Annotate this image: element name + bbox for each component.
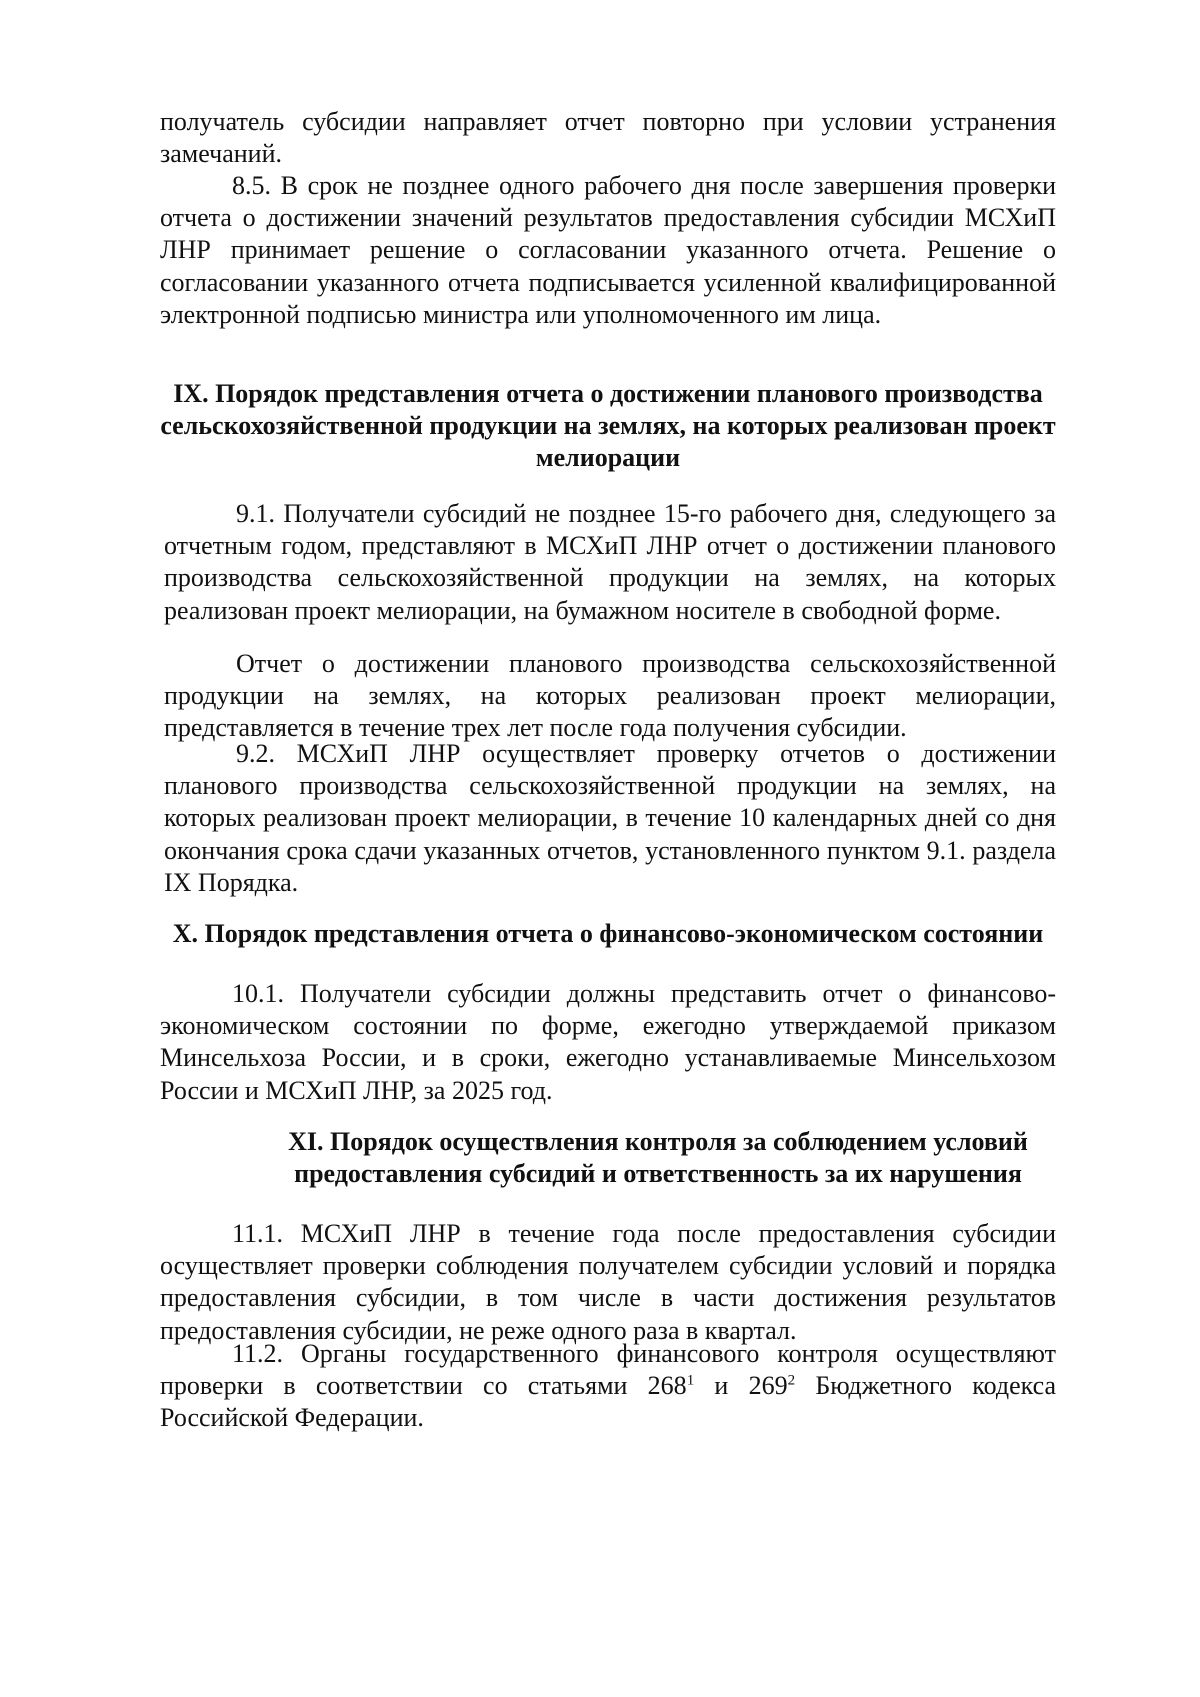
paragraph-9-2: 9.2. МСХиП ЛНР осуществляет проверку отчетов о достижении планового производства сельскохозяйственной продукции на землях, на которых реализован проект мелиорации, в течение 10 календарных дней со дня окончания срока сдачи указанных отчетов, установленного пунктом 9.1. раздела IX Порядка. xyxy=(164,739,1056,897)
footnote-superscript-2: 2 xyxy=(787,1372,796,1389)
paragraph-10-1: 10.1. Получатели субсидии должны представить отчет о финансово-экономическом состоянии по форме, ежегодно утверждаемой приказом Минсельхоза России, и в сроки, ежегодно устанавливаемые Минсельхозом России и МСХиП ЛНР, за 2025 год. xyxy=(160,979,1056,1105)
paragraph-11-2 xyxy=(160,1338,1056,1435)
section-xi-heading: XI. Порядок осуществления контроля за соблюдением условий предоставления субсидий и ответственность за их нарушения xyxy=(288,1127,1028,1189)
paragraph-9-1: 9.1. Получатели субсидий не позднее 15-го рабочего дня, следующего за отчетным годом, представляют в МСХиП ЛНР отчет о достижении планового производства сельскохозяйственной продукции на землях, на которых реализован проект мелиорации, на бумажном носителе в свободной форме. xyxy=(164,499,1056,625)
paragraph-continuation: получатель субсидии направляет отчет повторно при условии устранения замечаний. xyxy=(160,107,1056,169)
paragraph-11-2-part2: и 269 xyxy=(694,1371,788,1401)
section-x-heading: X. Порядок представления отчета о финансово-экономическом состоянии xyxy=(172,919,1044,948)
paragraph-11-2-part3: Бюджетного кодекса Российской Федерации. xyxy=(160,1371,1057,1433)
footnote-superscript-1: 1 xyxy=(686,1372,695,1389)
paragraph-report-term: Отчет о достижении планового производства сельскохозяйственной продукции на землях, на которых реализован проект мелиорации, представляется в течение трех лет после года получения субсидии. xyxy=(164,649,1056,743)
paragraph-11-2-part1: 11.2. Органы государственного финансового контроля осуществляют проверки в соответствии со статьями 268 xyxy=(160,1339,1056,1401)
section-ix-heading: IX. Порядок представления отчета о достижении планового производства сельскохозяйственной продукции на землях, на которых реализован проект мелиорации xyxy=(160,379,1056,473)
paragraph-8-5: 8.5. В срок не позднее одного рабочего дня после завершения проверки отчета о достижении значений результатов предоставления субсидии МСХиП ЛНР принимает решение о согласовании указанного отчета. Решение о согласовании указанного отчета подписывается усиленной квалифицированной электронной подписью министра или уполномоченного им лица. xyxy=(160,171,1056,329)
paragraph-11-1: 11.1. МСХиП ЛНР в течение года после предоставления субсидии осуществляет проверки соблюдения получателем субсидии условий и порядка предоставления субсидии, в том числе в части достижения результатов предоставления субсидии, не реже одного раза в квартал. xyxy=(160,1219,1056,1345)
